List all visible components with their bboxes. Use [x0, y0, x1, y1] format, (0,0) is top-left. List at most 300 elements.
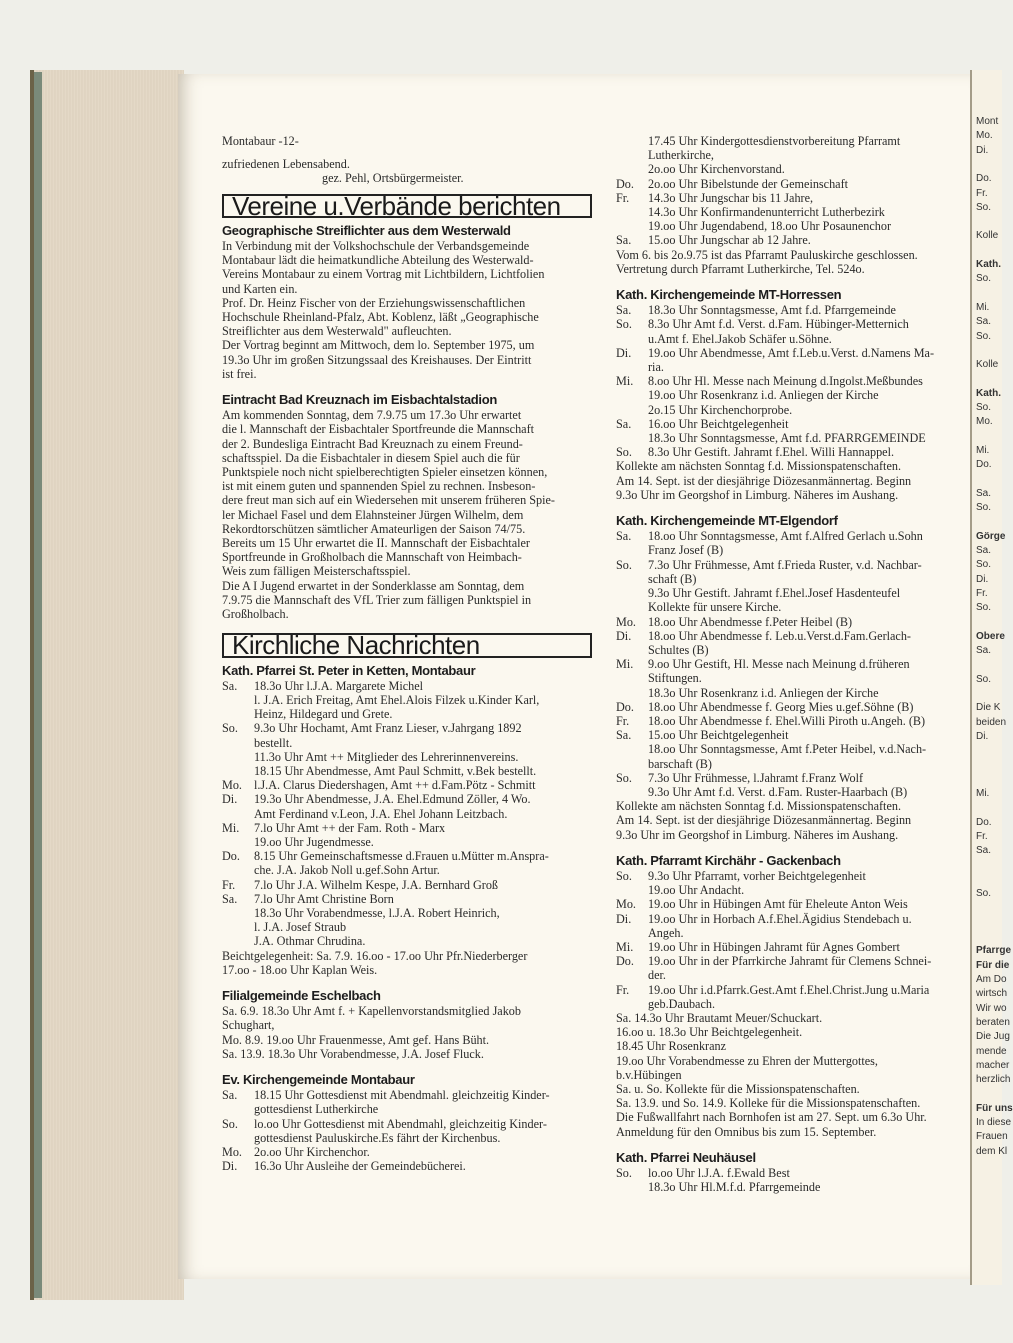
day-label: Fr.: [616, 190, 630, 205]
entry-text: Schultes (B): [648, 642, 709, 657]
parish-title: Ev. Kirchengemeinde Montabaur: [222, 1071, 415, 1087]
schedule-row: [616, 403, 961, 417]
entry-text: 14.3o Uhr Jungschar bis 11 Jahre,: [648, 190, 814, 205]
day-label: Mo.: [222, 778, 242, 793]
schedule-row: [616, 600, 961, 614]
schedule-row: [222, 1131, 592, 1145]
entry-text: schaft (B): [648, 571, 697, 586]
schedule-row: [222, 906, 592, 920]
day-label: Fr.: [616, 713, 630, 728]
schedule-row: [616, 671, 961, 685]
day-label: Mo.: [222, 1145, 242, 1159]
schedule-row: [616, 388, 961, 402]
schedule: [616, 303, 961, 459]
entry-text: 7.3o Uhr Frühmesse, l.Jahramt f.Franz Wolf: [648, 770, 864, 785]
day-label: Mo.: [616, 897, 636, 912]
entry-text: Lutherkirche,: [648, 148, 714, 163]
schedule-row: [616, 615, 961, 629]
day-label: Mi.: [222, 820, 240, 835]
schedule-row: [616, 205, 961, 219]
entry-text: gottesdienst Pauluskirche.Es fährt der Kirchenbus.: [254, 1130, 501, 1145]
next-page-fragment: So.: [976, 602, 992, 614]
text-line: gez. Pehl, Ortsbürgermeister.: [322, 171, 464, 186]
next-page-fragment: Fr.: [976, 587, 988, 599]
schedule: [222, 679, 592, 949]
schedule-row: [616, 785, 961, 799]
entry-text: 19.oo Uhr in Horbach A.f.Ehel.Ägidius Stendebach u.: [648, 911, 912, 926]
schedule-note: [616, 459, 961, 502]
text-line: Der Vortrag beginnt am Mittwoch, dem lo. September 1975, um: [222, 338, 535, 353]
next-page-fragment: Fr.: [976, 831, 988, 842]
day-label: Sa.: [616, 529, 632, 544]
article-title: Geographische Streiflichter aus dem Westerwald: [222, 222, 511, 238]
entry-text: 18.oo Uhr Sonntagsmesse, Amt f.Peter Heibel, v.d.Nach-: [648, 742, 927, 757]
entry-text: 7.3o Uhr Frühmesse, Amt f.Frieda Ruster, v.d. Nachbar-: [648, 557, 922, 572]
entry-text: 15.oo Uhr Beichtgelegenheit: [648, 728, 789, 743]
schedule-row: [616, 757, 961, 771]
entry-text: Amt Ferdinand v.Leon, J.A. Ehel Johann Leitzbach.: [254, 806, 508, 821]
schedule-row: [222, 1102, 592, 1116]
next-page-fragment: mende: [976, 1045, 1007, 1057]
schedule-row: [222, 1159, 592, 1173]
schedule-row: [222, 1088, 592, 1102]
schedule-row: [616, 148, 961, 162]
text-line: Vom 6. bis 2o.9.75 ist das Pfarramt Pauluskirche geschlossen.: [616, 247, 918, 262]
entry-text: Heinz, Hildegard und Grete.: [254, 707, 393, 722]
day-label: [222, 920, 254, 934]
day-label: [616, 332, 648, 346]
day-label: [222, 1131, 254, 1145]
entry-text: 19.oo Uhr i.d.Pfarrk.Gest.Amt f.Ehel.Christ.Jung u.Maria: [648, 982, 930, 997]
schedule-row: [616, 926, 961, 940]
text-line: ler Michael Fasel und dem Elahnsteiner Jürgen Wilhelm, dem: [222, 507, 524, 522]
next-page-fragment: Sa.: [976, 845, 992, 857]
book-cover-edge: [34, 72, 42, 1298]
entry-text: 19.oo Uhr in Hübingen Amt für Eheleute Anton Weis: [648, 897, 908, 912]
schedule-row: [616, 629, 961, 643]
entry-text: u.Amt f. Ehel.Jakob Schäfer u.Söhne.: [648, 331, 832, 346]
schedule-row: [616, 771, 961, 785]
day-label: [616, 162, 648, 176]
schedule-row: [616, 417, 961, 431]
day-label: Di.: [616, 345, 632, 360]
day-label: Do.: [616, 954, 634, 969]
next-page-fragment: Do.: [976, 173, 992, 185]
schedule-row: [616, 219, 961, 233]
schedule-row: [616, 657, 961, 671]
entry-text: che. J.A. Jakob Noll u.gef.Sohn Artur.: [254, 863, 440, 878]
schedule-row: [616, 233, 961, 247]
entry-text: 16.oo Uhr Beichtgelegenheit: [648, 416, 789, 431]
schedule: [616, 869, 961, 1011]
schedule-note: [222, 1004, 592, 1061]
entry-text: 19.oo Uhr in der Pfarrkirche Jahramt für Clemens Schnei-: [648, 954, 932, 969]
schedule-note: [616, 1011, 961, 1139]
text-line: Vereins Montabaur zu einem Vortrag mit Lichtbildern, Lichtfolien: [222, 267, 545, 282]
schedule-row: [616, 558, 961, 572]
intro-text: [222, 157, 592, 185]
day-label: [616, 600, 648, 614]
schedule-row: [616, 374, 961, 388]
text-line: ist frei.: [222, 366, 257, 381]
entry-text: 2o.15 Uhr Kirchenchorprobe.: [648, 402, 793, 417]
schedule-row: [222, 792, 592, 806]
next-page-fragment: Sa.: [976, 316, 992, 328]
text-line: Sa. 6.9. 18.3o Uhr Amt f. + Kapellenvorstandsmitglied Jakob: [222, 1004, 521, 1019]
schedule-row: [222, 807, 592, 821]
schedule-row: [222, 736, 592, 750]
next-page-fragment: Fr.: [976, 187, 988, 199]
day-label: [616, 586, 648, 600]
text-line: ist mit einem guten und spannenden Spiel zu rechnen. Insbeson-: [222, 479, 536, 494]
schedule-row: [616, 134, 961, 148]
day-label: Di.: [616, 628, 632, 643]
entry-text: 19.oo Uhr Jugendabend, 18.oo Uhr Posaunenchor: [648, 219, 892, 234]
schedule-row: [616, 686, 961, 700]
next-page-fragment: Di.: [976, 573, 989, 585]
schedule-row: [616, 728, 961, 742]
next-page-fragment: Kath.: [976, 387, 1001, 399]
next-page-fragment: Frauen: [976, 1131, 1008, 1143]
text-line: Schughart,: [222, 1018, 275, 1033]
schedule-row: [222, 778, 592, 792]
parish-title: Kath. Pfarrei St. Peter in Ketten, Montabaur: [222, 662, 476, 678]
day-label: Sa.: [222, 1088, 238, 1103]
schedule-note: [222, 949, 592, 977]
entry-text: 9.3o Uhr Gestift. Jahramt f.Ehel.Josef Hasdenteufel: [648, 586, 901, 601]
schedule-row: [616, 1166, 961, 1180]
schedule-row: [616, 714, 961, 728]
day-label: Di.: [222, 1159, 238, 1174]
entry-text: 9.oo Uhr Gestift, Hl. Messe nach Meinung d.früheren: [648, 657, 910, 672]
text-line: Kollekte am nächsten Sonntag f.d. Missionspatenschaften.: [616, 799, 901, 814]
entry-text: l. J.A. Josef Straub: [254, 920, 347, 935]
text-line: der 2. Bundesliga Eintracht Bad Kreuznach zu einem Freund-: [222, 436, 523, 451]
next-page-fragment: Für uns: [976, 1102, 1013, 1114]
schedule-row: [616, 954, 961, 968]
schedule-row: [222, 693, 592, 707]
schedule-row: [222, 863, 592, 877]
entry-text: 2o.oo Uhr Bibelstunde der Gemeinschaft: [648, 176, 849, 191]
entry-text: 2o.oo Uhr Kirchenvorstand.: [648, 162, 785, 177]
text-line: Großholbach.: [222, 607, 289, 622]
entry-text: 19.3o Uhr Abendmesse, J.A. Ehel.Edmund Zöller, 4 Wo.: [254, 792, 531, 807]
day-label: Di.: [616, 911, 632, 926]
next-page-fragment: So.: [976, 502, 992, 514]
schedule-row: [616, 332, 961, 346]
entry-text: ria.: [648, 360, 664, 375]
schedule: [616, 1166, 961, 1194]
entry-text: 18.3o Uhr Rosenkranz i.d. Anliegen der Kirche: [648, 685, 879, 700]
text-line: Am 14. Sept. ist der diesjährige Diözesanmännertag. Beginn: [616, 473, 912, 488]
next-page-fragment: Sa.: [976, 645, 992, 657]
entry-text: 7.lo Uhr J.A. Wilhelm Kespe, J.A. Bernhard Groß: [254, 877, 499, 892]
day-label: Mi.: [616, 657, 634, 672]
entry-text: 8.3o Uhr Amt f.d. Verst. d.Fam. Hübinger-Metternich: [648, 317, 909, 332]
schedule-row: [616, 317, 961, 331]
next-page-fragment: So.: [976, 888, 992, 900]
entry-text: 19.oo Uhr in Hübingen Jahramt für Agnes Gombert: [648, 939, 900, 954]
day-label: [616, 431, 648, 445]
text-line: Mo. 8.9. 19.oo Uhr Frauenmesse, Amt gef. Hans Büht.: [222, 1032, 490, 1047]
day-label: [222, 707, 254, 721]
day-label: [222, 750, 254, 764]
text-line: Streiflichter aus dem Westerwald" aufleuchten.: [222, 324, 452, 339]
entry-text: 8.oo Uhr Hl. Messe nach Meinung d.Ingolst.Meßbundes: [648, 374, 923, 389]
text-line: Sa. 14.3o Uhr Brautamt Meuer/Schuckart.: [616, 1010, 823, 1025]
text-line: Montabaur lädt die heimatkundliche Abteilung des Westerwald-: [222, 253, 534, 268]
entry-text: bestellt.: [254, 735, 293, 750]
schedule-row: [616, 360, 961, 374]
text-line: Prof. Dr. Heinz Fischer von der Erziehungswissenschaftlichen: [222, 295, 526, 310]
text-line: Bereits um 15 Uhr erwartet die II. Mannschaft der Eisbachtaler: [222, 536, 530, 551]
text-line: Anmeldung für den Omnibus bis zum 15. September.: [616, 1124, 877, 1139]
entry-text: l.J.A. Clarus Diedershagen, Amt ++ d.Fam.Pötz - Schmitt: [254, 778, 536, 793]
next-page-fragment: So.: [976, 673, 992, 685]
article-body: [222, 239, 592, 381]
text-line: schaftsspiel. Da die Eisbachtaler in diesem Spiel auch die für: [222, 450, 520, 465]
schedule-row: [616, 431, 961, 445]
text-line: Sa. u. So. Kollekte für die Missionspatenschaften.: [616, 1082, 860, 1096]
entry-text: 18.15 Uhr Gottesdienst mit Abendmahl. gleichzeitig Kinder-: [254, 1088, 550, 1103]
page-header: Montabaur -12-: [222, 134, 299, 148]
entry-text: barschaft (B): [648, 756, 712, 771]
next-page-fragment: Sa.: [976, 487, 992, 499]
next-page-fragment: Obere: [976, 630, 1005, 642]
next-page-fragment: Die Jug: [976, 1031, 1010, 1043]
text-line: 17.oo - 18.oo Uhr Kaplan Weis.: [222, 962, 378, 977]
next-page-fragment: wirtsch: [976, 988, 1008, 1000]
next-page-fragment: Do.: [976, 816, 992, 828]
entry-text: 8.3o Uhr Gestift. Jahramt f.Ehel. Willi Hannappel.: [648, 445, 895, 460]
entry-text: 18.oo Uhr Sonntagsmesse, Amt f.Alfred Gerlach u.Sohn: [648, 529, 923, 544]
day-label: Sa.: [616, 233, 632, 248]
next-page-fragment: So.: [976, 402, 992, 413]
next-page-fragment: Mont: [976, 116, 999, 127]
entry-text: 18.3o Uhr Sonntagsmesse, Amt f.d. PFARRGEMEINDE: [648, 431, 926, 446]
schedule-row: [222, 1117, 592, 1131]
day-label: [616, 1180, 648, 1194]
schedule-row: [222, 764, 592, 778]
schedule-row: [616, 445, 961, 459]
day-label: [222, 863, 254, 877]
day-label: [616, 205, 648, 219]
schedule-row: [616, 543, 961, 557]
day-label: Sa.: [222, 891, 238, 906]
next-page-fragment: So.: [976, 559, 992, 571]
next-page-fragment: Die K: [976, 702, 1001, 714]
entry-text: 8.15 Uhr Gemeinschaftsmesse d.Frauen u.Mütter m.Anspra-: [254, 849, 549, 864]
parish-title: Kath. Kirchengemeinde MT-Horressen: [616, 287, 842, 303]
entry-text: Stiftungen.: [648, 671, 702, 686]
entry-text: 19.oo Uhr Abendmesse, Amt f.Leb.u.Verst. d.Namens Ma-: [648, 345, 935, 360]
day-label: Fr.: [616, 982, 630, 997]
schedule-row: [222, 679, 592, 693]
day-label: Do.: [616, 176, 634, 191]
schedule-row: [616, 643, 961, 657]
schedule-row: [616, 897, 961, 911]
day-label: [616, 543, 648, 557]
day-label: Sa.: [616, 303, 632, 318]
text-line: Kollekte am nächsten Sonntag f.d. Missionspatenschaften.: [616, 459, 901, 474]
next-page-fragment: In diese: [976, 1117, 1012, 1128]
schedule-note: [616, 248, 961, 276]
entry-text: 15.oo Uhr Jungschar ab 12 Jahre.: [648, 233, 811, 248]
schedule-row: [222, 878, 592, 892]
day-label: Do.: [222, 849, 240, 864]
parish-title: Kath. Pfarrei Neuhäusel: [616, 1149, 756, 1165]
schedule: [222, 1088, 592, 1173]
entry-text: lo.oo Uhr Gottesdienst mit Abendmahl, gleichzeitig Kinder-: [254, 1116, 547, 1131]
day-label: [616, 134, 648, 148]
day-label: Mi.: [616, 374, 634, 389]
text-line: Hochschule Rheinland-Pfalz, Abt. Koblenz, läßt „Geographische: [222, 310, 539, 325]
entry-text: 18.15 Uhr Abendmesse, Amt Paul Schmitt, v.Bek bestellt.: [254, 763, 537, 778]
day-label: [616, 785, 648, 799]
day-label: [222, 807, 254, 821]
day-label: So.: [222, 721, 238, 736]
next-page-fragment: Kolle: [976, 359, 999, 371]
entry-text: 7.lo Uhr Amt Christine Born: [254, 891, 394, 906]
entry-text: 2o.oo Uhr Kirchenchor.: [254, 1145, 370, 1159]
next-page-fragment: Kath.: [976, 259, 1001, 270]
schedule-row: [616, 983, 961, 997]
schedule-row: [616, 529, 961, 543]
text-line: 7.9.75 die Mannschaft des VfL Trier zum fälligen Punktspiel in: [222, 592, 532, 607]
entry-text: 18.3o Uhr Vorabendmesse, l.J.A. Robert Heinrich,: [254, 905, 500, 920]
entry-text: 16.3o Uhr Ausleihe der Gemeindebücherei.: [254, 1159, 466, 1174]
entry-text: 18.oo Uhr Abendmesse f.Peter Heibel (B): [648, 614, 853, 629]
schedule-note: [616, 799, 961, 842]
text-line: Sa. 13.9. und So. 14.9. Kolleke für die Missionspatenschaften.: [616, 1096, 921, 1111]
next-page-fragment: Pfarrge: [976, 945, 1012, 957]
next-page-fragment: Sa.: [976, 545, 992, 556]
entry-text: 11.3o Uhr Amt ++ Mitglieder des Lehrerinnenvereins.: [254, 749, 519, 764]
entry-text: 19.oo Uhr Jugendmesse.: [254, 834, 374, 849]
next-page-fragment: Wir wo: [976, 1002, 1007, 1014]
day-label: [616, 219, 648, 233]
next-page-fragment: Mi.: [976, 301, 990, 313]
entry-text: lo.oo Uhr l.J.A. f.Ewald Best: [648, 1166, 790, 1181]
next-page-fragment: Am Do: [976, 974, 1007, 985]
entry-text: 18.3o Uhr Sonntagsmesse, Amt f.d. Pfarrgemeinde: [648, 303, 896, 318]
text-line: Vertretung durch Pfarramt Lutherkirche, Tel. 524o.: [616, 261, 865, 276]
day-label: Fr.: [222, 877, 236, 892]
next-page-fragment: herzlich: [976, 1074, 1011, 1086]
text-line: zufriedenen Lebensabend.: [222, 157, 350, 172]
parish-title: Kath. Kirchengemeinde MT-Elgendorf: [616, 513, 838, 529]
day-label: [616, 757, 648, 771]
day-label: Sa.: [222, 678, 238, 693]
day-label: So.: [616, 445, 632, 460]
text-line: 9.3o Uhr im Georgshof in Limburg. Näheres im Aushang.: [616, 487, 899, 502]
next-page-fragment: Mi.: [976, 444, 990, 456]
entry-text: 18.3o Uhr l.J.A. Margarete Michel: [254, 678, 424, 693]
article-body: [222, 408, 592, 621]
text-line: Sa. 13.9. 18.3o Uhr Vorabendmesse, J.A. Josef Fluck.: [222, 1046, 484, 1061]
entry-text: 17.45 Uhr Kindergottesdienstvorbereitung Pfarramt: [648, 134, 901, 148]
next-page-fragment: dem Kl: [976, 1145, 1008, 1157]
day-label: [616, 360, 648, 374]
schedule-row: [222, 721, 592, 735]
day-label: [616, 997, 648, 1011]
schedule-row: [222, 849, 592, 863]
entry-text: 14.3o Uhr Konfirmandenunterricht Lutherbezirk: [648, 205, 885, 220]
entry-text: geb.Daubach.: [648, 996, 716, 1011]
schedule-row: [616, 742, 961, 756]
day-label: [616, 742, 648, 756]
entry-text: 18.3o Uhr Hl.M.f.d. Pfarrgemeinde: [648, 1180, 821, 1195]
entry-text: 18.oo Uhr Abendmesse f. Georg Mies u.gef.Söhne (B): [648, 699, 914, 714]
entry-text: 9.3o Uhr Amt f.d. Verst. d.Fam. Ruster-Haarbach (B): [648, 784, 908, 799]
next-page-fragment: beiden: [976, 716, 1007, 728]
schedule-row: [616, 586, 961, 600]
left-column: [222, 134, 592, 1173]
next-page-fragment: Di.: [976, 730, 989, 742]
day-label: [222, 835, 254, 849]
day-label: [222, 764, 254, 778]
text-line: und Karten ein.: [222, 281, 298, 296]
book-page-edges: [30, 70, 184, 1300]
schedule-row: [222, 1145, 592, 1159]
next-page-fragment: So.: [976, 273, 992, 285]
schedule-row: [222, 750, 592, 764]
schedule-row: [222, 920, 592, 934]
entry-text: der.: [648, 968, 666, 983]
next-page-fragment: beraten: [976, 1016, 1010, 1028]
text-line: Die Fußwallfahrt nach Bornhofen ist am 27. Sept. um 6.3o Uhr.: [616, 1110, 927, 1125]
day-label: So.: [616, 557, 632, 572]
section-banner-vereine: Vereine u.Verbände berichten: [222, 194, 592, 218]
day-label: [616, 388, 648, 402]
day-label: So.: [616, 1166, 632, 1181]
day-label: [616, 926, 648, 940]
text-line: 16.oo u. 18.3o Uhr Beichtgelegenheit.: [616, 1025, 803, 1040]
entry-text: 19.oo Uhr Andacht.: [648, 883, 745, 898]
schedule-row: [616, 346, 961, 360]
text-line: Am 14. Sept. ist der diesjährige Diözesanmännertag. Beginn: [616, 813, 912, 828]
entry-text: 18.oo Uhr Abendmesse f. Leb.u.Verst.d.Fam.Gerlach-: [648, 628, 911, 643]
parish-title: Filialgemeinde Eschelbach: [222, 987, 381, 1003]
schedule: [616, 529, 961, 799]
next-page-fragment: Di.: [976, 144, 989, 156]
day-label: So.: [616, 868, 632, 883]
text-line: In Verbindung mit der Volkshochschule der Verbandsgemeinde: [222, 239, 530, 254]
next-page-fragment: So.: [976, 201, 992, 213]
schedule-row: [616, 191, 961, 205]
schedule-row: [616, 869, 961, 883]
next-page-fragment: macher: [976, 1059, 1010, 1071]
schedule-row: [222, 821, 592, 835]
day-label: [616, 403, 648, 417]
entry-text: 9.3o Uhr Pfarramt, vorher Beichtgelegenheit: [648, 868, 866, 883]
day-label: [222, 1102, 254, 1116]
day-label: Sa.: [616, 728, 632, 743]
schedule-row: [616, 303, 961, 317]
entry-text: 9.3o Uhr Hochamt, Amt Franz Lieser, v.Jahrgang 1892: [254, 721, 522, 736]
text-line: 19.3o Uhr im großen Sitzungssaal des Kreishauses. Der Eintritt: [222, 352, 532, 367]
entry-text: Angeh.: [648, 925, 684, 940]
section-banner-kirchliche: Kirchliche Nachrichten: [222, 633, 592, 657]
text-line: 9.3o Uhr im Georgshof in Limburg. Näheres im Aushang.: [616, 827, 899, 842]
text-line: Beichtgelegenheit: Sa. 7.9. 16.oo - 17.oo Uhr Pfr.Niederberger: [222, 948, 528, 963]
schedule-row: [616, 700, 961, 714]
next-page-fragment: Kolle: [976, 230, 999, 242]
entry-text: 18.oo Uhr Abendmesse f. Ehel.Willi Piroth u.Angeh. (B): [648, 713, 926, 728]
day-label: [616, 148, 648, 162]
right-column: [616, 134, 961, 1194]
day-label: Di.: [222, 792, 238, 807]
